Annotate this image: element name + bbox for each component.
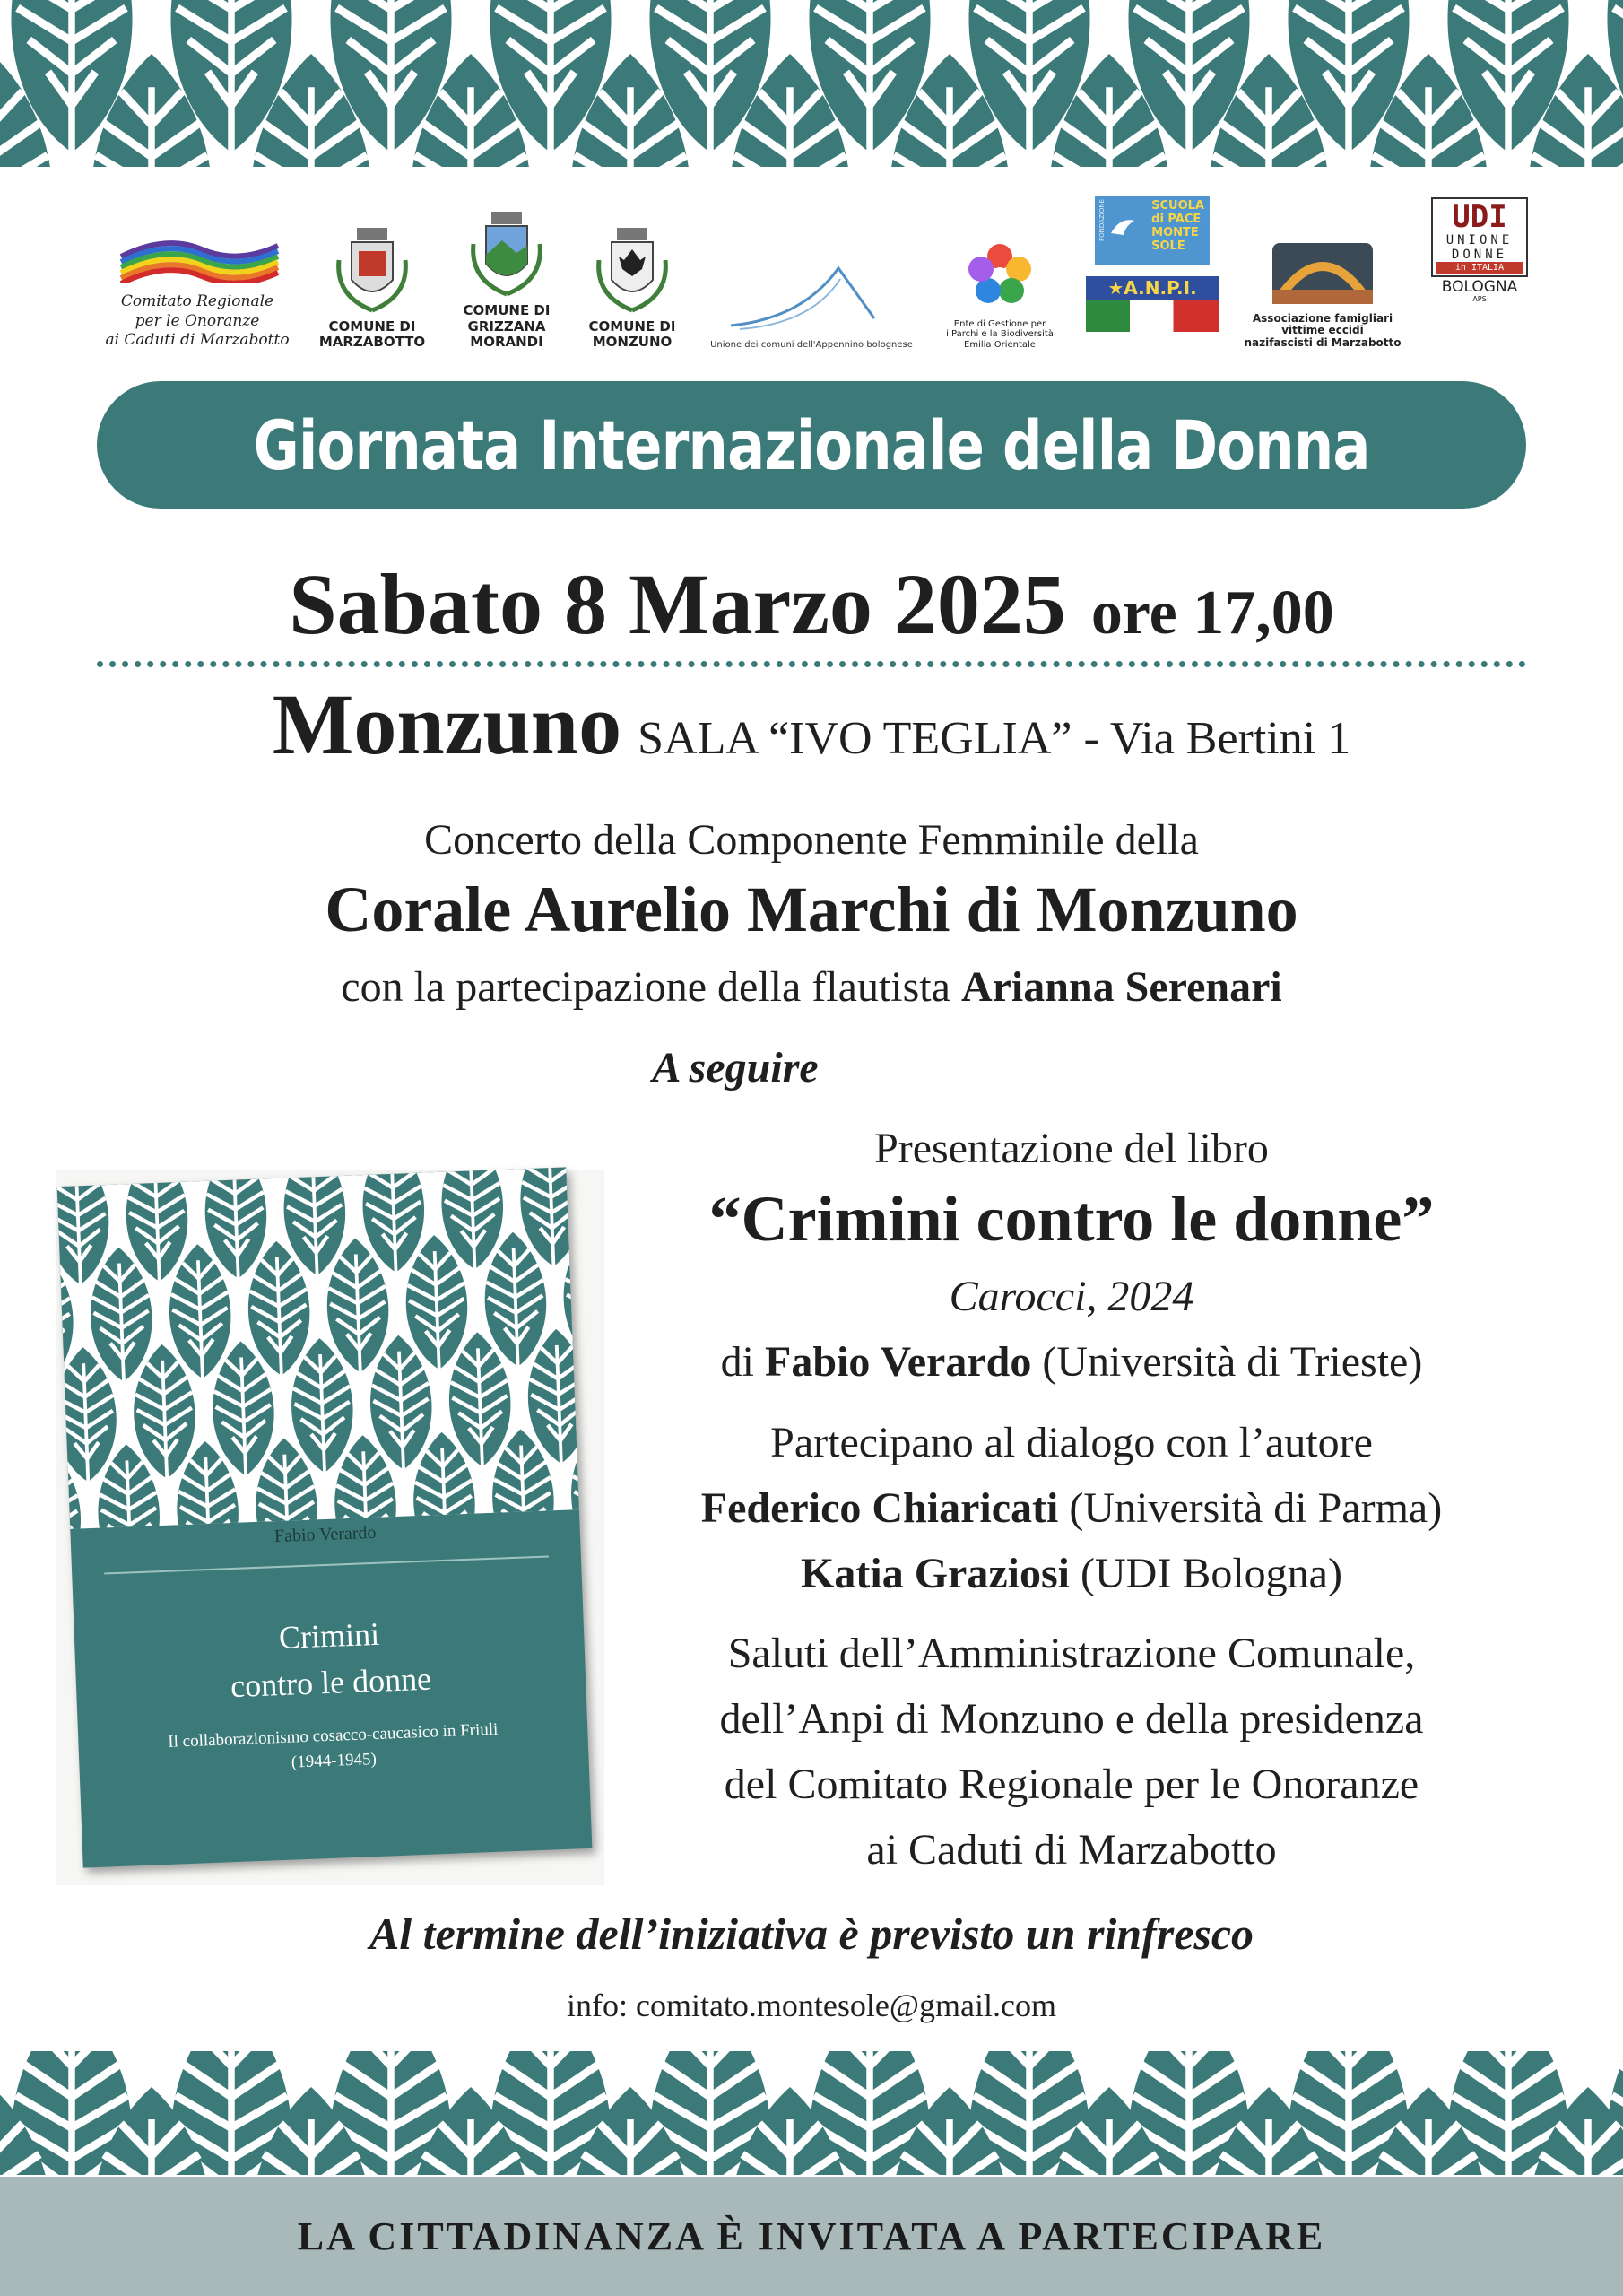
concert-intro: Concerto della Componente Femminile della [424, 816, 1199, 864]
flower-icon [961, 237, 1038, 314]
associazione-logo [1237, 179, 1408, 350]
monzuno-logo [583, 179, 681, 350]
rainbow-flag-icon [112, 230, 282, 283]
top-leaf-pattern [0, 0, 1623, 167]
coat-of-arms-icon [592, 224, 673, 314]
event-address: SALA “IVO TEGLIA” - Via Bertini 1 [638, 713, 1351, 764]
udi-l2: UNIONE [1445, 233, 1514, 248]
footer-invitation: LA CITTADINANZA È INVITATA A PARTECIPARE [297, 2214, 1326, 2258]
associazione-line1: Associazione famigliari [1252, 311, 1393, 325]
book-cover-title-line2: contro le donne [230, 1660, 432, 1705]
star-icon: ★ [1107, 277, 1124, 299]
udi-bologna-logo [1421, 179, 1538, 350]
presentation-intro: Presentazione del libro [874, 1125, 1269, 1172]
author-line [628, 1337, 1515, 1387]
marzabotto-line1: COMUNE DI [328, 317, 416, 335]
comitato-line3: ai Caduti di Marzabotto [105, 330, 290, 349]
participation-text: con la partecipazione della flautista [341, 963, 950, 1011]
participant-1-affiliation: (Università di Parma) [1069, 1484, 1443, 1532]
book-cover-author: Fabio Verardo [273, 1522, 377, 1547]
book-cover-years: (1944-1945) [291, 1749, 378, 1772]
dotted-divider [97, 661, 1526, 667]
scuola-line3: MONTE [1151, 226, 1199, 239]
marzabotto-line2: MARZABOTTO [318, 333, 426, 350]
book-cover-title [74, 1603, 586, 1716]
book-cover-title-line1: Crimini [278, 1615, 380, 1657]
monzuno-line1: COMUNE DI [588, 317, 676, 335]
grizzana-line2: GRIZZANA MORANDI [467, 317, 546, 350]
parchi-logo [933, 179, 1067, 350]
participant-2 [628, 1549, 1515, 1598]
coat-of-arms-icon [466, 208, 547, 298]
grizzana-line1: COMUNE DI [463, 302, 551, 319]
book-cover [57, 1167, 593, 1867]
scuola-pace-anpi-logos [1081, 179, 1224, 350]
comitato-line2: per le Onoranze [135, 311, 260, 330]
place-line [0, 674, 1623, 774]
sponsor-logos [81, 179, 1551, 359]
event-title-banner [97, 381, 1526, 509]
by-text: di [720, 1338, 754, 1386]
udi-l4: in ITALIA [1436, 262, 1523, 274]
refreshment-note: Al termine dell’iniziativa è previsto un rinfresco [369, 1909, 1254, 1959]
book-cover-subtitle-text: Il collaborazionismo cosacco-caucasico in Friuli [167, 1719, 499, 1752]
book-publisher: Carocci, 2024 [949, 1273, 1194, 1320]
event-date: Sabato 8 Marzo 2025 [289, 556, 1066, 652]
participation-line [0, 962, 1623, 1012]
parchi-line2: i Parchi e la Biodiversità [946, 329, 1054, 339]
scuola-di-pace-logo [1095, 196, 1210, 265]
greetings-line-1: Saluti dell’Amministrazione Comunale, [727, 1630, 1416, 1677]
scuola-side: FONDAZIONE [1098, 199, 1106, 241]
author-name: Fabio Verardo [765, 1338, 1032, 1386]
udi-l1: UDI [1452, 199, 1507, 235]
coat-of-arms-icon [332, 224, 412, 314]
author-affiliation: (Università di Trieste) [1042, 1338, 1423, 1386]
event-place: Monzuno [272, 676, 622, 772]
comitato-line1: Comitato Regionale [120, 292, 274, 311]
flutist-name: Arianna Serenari [960, 963, 1282, 1011]
book-leaf-pattern [57, 1167, 579, 1529]
a-seguire: A seguire [652, 1044, 819, 1091]
participant-2-affiliation: (UDI Bologna) [1081, 1550, 1342, 1597]
participant-2-name: Katia Graziosi [801, 1550, 1070, 1597]
book-cover-rule [104, 1555, 549, 1574]
associazione-line3: nazifascisti di Marzabotto [1244, 336, 1402, 350]
marzabotto-logo [318, 179, 426, 350]
comitato-regionale-logo [81, 179, 314, 350]
parchi-line3: Emilia Orientale [964, 339, 1036, 350]
udi-l3: DONNE [1451, 248, 1508, 262]
unione-appennino-logo [708, 179, 915, 350]
footer-banner [0, 2177, 1623, 2296]
event-time: ore 17,00 [1090, 578, 1334, 648]
greetings-line-3: del Comitato Regionale per le Onoranze [724, 1761, 1419, 1808]
participant-1-name: Federico Chiaricati [700, 1484, 1059, 1532]
parchi-line1: Ente di Gestione per [953, 318, 1046, 329]
unione-text: Unione dei comuni dell'Appennino bolognese [710, 340, 913, 350]
monzuno-line2: MONZUNO [592, 333, 673, 350]
scuola-line1: SCUOLA [1151, 199, 1204, 213]
greetings-line-2: dell’Anpi di Monzuno e della presidenza [719, 1695, 1424, 1743]
anpi-text: A.N.P.I. [1124, 277, 1197, 299]
book-cover-subtitle [78, 1714, 589, 1783]
info-email: info: comitato.montesole@gmail.com [566, 1987, 1057, 2023]
dove-icon [1109, 215, 1136, 242]
anpi-logo [1086, 276, 1219, 332]
scuola-line4: SOLE [1151, 239, 1185, 253]
udi-l6: APS [1472, 295, 1487, 303]
udi-l5: BOLOGNA [1441, 278, 1518, 296]
mountain-swoosh-icon [722, 256, 901, 336]
memorial-icon [1272, 243, 1373, 304]
choir-name: Corale Aurelio Marchi di Monzuno [325, 874, 1298, 945]
dialog-intro: Partecipano al dialogo con l’autore [770, 1419, 1373, 1466]
event-title: Giornata Internazionale della Donna [253, 404, 1370, 485]
associazione-line2: vittime eccidi [1281, 324, 1364, 337]
bottom-leaf-pattern [0, 2051, 1623, 2175]
book-title: “Crimini contro le donne” [708, 1183, 1435, 1255]
scuola-line2: di PACE [1151, 213, 1202, 226]
date-time-line [0, 554, 1623, 654]
grizzana-logo [439, 179, 574, 350]
participant-1 [628, 1483, 1515, 1533]
greetings-line-4: ai Caduti di Marzabotto [866, 1826, 1277, 1874]
